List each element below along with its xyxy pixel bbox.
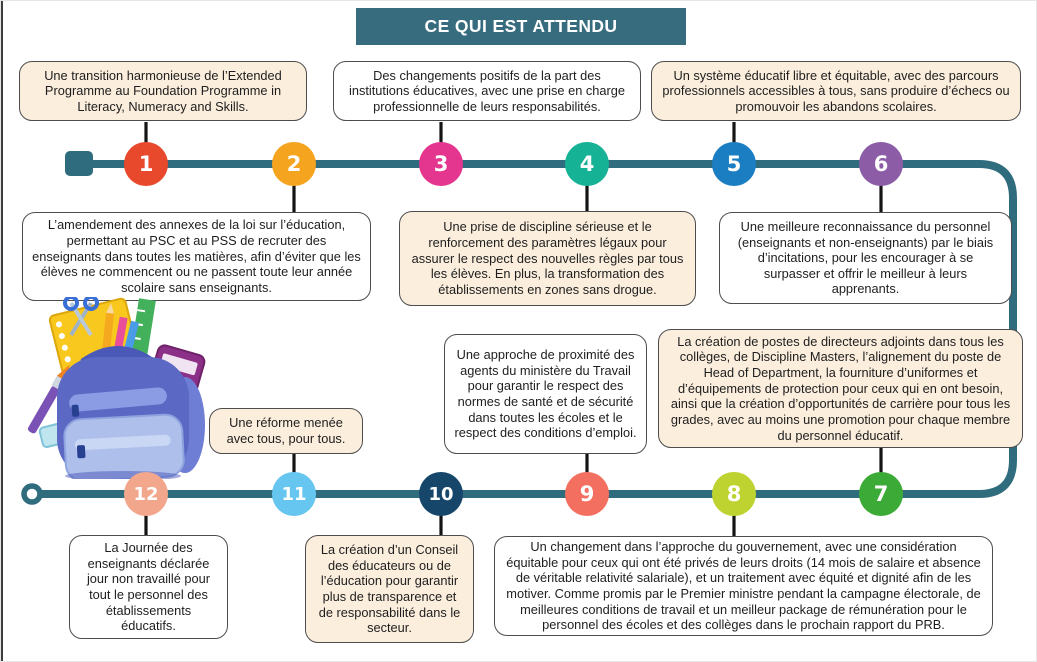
node-number: 9 (579, 482, 595, 506)
node-number: 12 (133, 483, 159, 505)
expectation-box-discipline: Une prise de discipline sérieuse et le renforcement des paramètres légaux pour assurer le respect des nouvelles règles par tous les élèves. En plus, la transformation des établissements en zones sans drogue. (399, 211, 696, 306)
expectation-box-creation-postes: La création de postes de directeurs adjoints dans tous les collèges, de Discipline Masters, l’alignement du poste de Head of Department, la fourniture d’uniformes et d’équipements de protection pour ceux qui en ont besoin, ainsi que la création d’opportunités de carrière pour tous les grades, avec au moins une promotion pour chaque membre du personnel éducatif. (658, 329, 1023, 448)
node-number: 1 (138, 152, 154, 176)
header-banner (356, 8, 686, 45)
timeline-node-6 (859, 142, 903, 186)
node-number: 7 (873, 482, 889, 506)
expectation-box-reforme: Une réforme menée avec tous, pour tous. (209, 408, 363, 454)
timeline-node-9 (565, 472, 609, 516)
timeline-node-4 (565, 142, 609, 186)
page-title: CE QUI EST ATTENDU (424, 16, 618, 36)
timeline-node-1 (124, 142, 168, 186)
expectation-box-systeme-educatif: Un système éducatif libre et équitable, avec des parcours professionnels accessibles à tous, sans produire d’échecs ou promouvoir les abandons scolaires. (651, 61, 1021, 121)
node-number: 3 (433, 152, 449, 176)
timeline-node-2 (272, 142, 316, 186)
node-number: 10 (428, 483, 454, 505)
timeline-node-10 (419, 472, 463, 516)
expectation-box-changement-gouvernement: Un changement dans l’approche du gouvernement, avec une considération équitable pour ceux qui ont été privés de leurs droits (14 mois de salaire et absence de véritable relativité salariale), et un traitement avec équité et dignité afin de les motiver. Comme promis par le Premier ministre pendant la campagne électorale, de meilleures conditions de travail et un meilleur package de rémunération pour le personnel des écoles et des collèges dans le prochain rapport du PRB. (494, 536, 993, 636)
backpack-icon (13, 297, 218, 479)
node-number: 8 (726, 482, 742, 506)
expectation-box-conseil-educateurs: La création d’un Conseil des éducateurs ou de l’éducation pour garantir plus de transparence et de responsabilité dans le secteur. (305, 535, 474, 643)
expectation-box-amendement-loi: L’amendement des annexes de la loi sur l’éducation, permettant au PSC et au PSS de recruter des enseignants dans toutes les matières, afin d’éviter que les élèves ne commencent ou ne passent toute leur année scolaire sans enseignants. (22, 212, 371, 301)
expectation-box-reconnaissance: Une meilleure reconnaissance du personnel (enseignants et non-enseignants) par le biais d’incitations, pour les encourager à se surpasser et offrir le meilleur à leurs apprenants. (719, 212, 1012, 304)
timeline-node-8 (712, 472, 756, 516)
timeline-end-ring (24, 486, 40, 502)
timeline-start-square (65, 151, 93, 176)
node-number: 11 (281, 483, 307, 505)
node-number: 5 (726, 152, 742, 176)
expectation-box-journee-enseignants: La Journée des enseignants déclarée jour non travaillé pour tout le personnel des établissements éducatifs. (69, 535, 228, 639)
timeline-node-11 (272, 472, 316, 516)
node-number: 2 (286, 152, 302, 176)
node-number: 6 (873, 152, 889, 176)
expectation-box-changements-positifs: Des changements positifs de la part des institutions éducatives, avec une prise en charge professionnelle de leurs responsabilités. (333, 61, 641, 121)
node-number: 4 (579, 152, 595, 176)
timeline-node-3 (419, 142, 463, 186)
timeline-node-5 (712, 142, 756, 186)
timeline-node-12 (124, 472, 168, 516)
expectation-box-proximite: Une approche de proximité des agents du ministère du Travail pour garantir le respect des normes de santé et de sécurité dans toutes les écoles et le respect des conditions d’emploi. (444, 334, 647, 454)
page-left-border (1, 1, 3, 662)
expectation-box-transition: Une transition harmonieuse de l’Extended Programme au Foundation Programme in Literacy, Numeracy and Skills. (19, 61, 307, 121)
timeline-node-7 (859, 472, 903, 516)
